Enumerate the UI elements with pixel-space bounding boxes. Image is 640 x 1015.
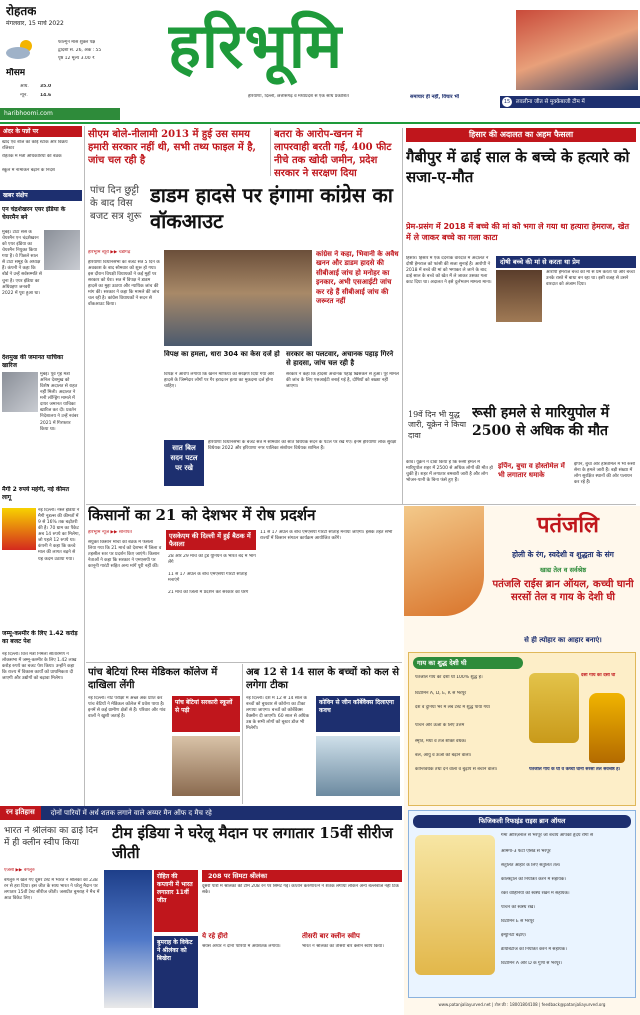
- panchang-1: फाल्गुन मास शुक्ल पक्ष: [58, 40, 96, 45]
- ad-photo: [404, 506, 484, 616]
- vacc-photo: [316, 736, 400, 796]
- ad-category: खाद्य तेल व सर्वश्रेष्ठ: [539, 566, 587, 574]
- rice-item-3: संतुलित आहार के लिए संतुलित तेल।: [501, 863, 561, 868]
- ghee-item-4: पाचन और ऊर्जा के लिए उत्तम: [415, 723, 465, 728]
- boxer-photo: [516, 10, 638, 90]
- cricket-kicker: भारत ने श्रीलंका का ढाई दिन में ही क्लीन स्वीप किया: [4, 826, 98, 848]
- vacc-headline: अब 12 से 14 साल के बच्चों को कल से लगेगा टीका: [246, 667, 399, 691]
- top-strip-2: बतरा के आरोप-खनन में लापरवाही बरती गई, 400 फीट नीचे तक खोदी जमीन, प्रदेश सरकार ने सरक्षण दिया: [274, 129, 392, 179]
- rice-item-8: इम्युनिटी बढ़ाए।: [501, 933, 527, 938]
- teaser-page-num: 15: [503, 99, 511, 105]
- russia-body: कीव। यूक्रेन ने दावा किया है कि रूसी हमले में मारियुपोल शहर में 2500 से अधिक लोगों की मौत हो चुकी है। शहर में लगातार बमबारी जारी है और लोग भोजन-पानी के बिना फंसे हुए हैं।: [406, 460, 493, 484]
- bill-box: सात बिल सदन पटल पर रखे: [164, 440, 204, 486]
- right-subhead: प्रेम-प्रसंग में 2018 में बच्चे की मां को भगा ले गया था हत्यारा हेमराज, खेत में ले जाकर बच्चे का गला काटा: [406, 222, 629, 242]
- ticker-text: दोनों पारियों में अर्ध शतक लगाने वाले अय्यर मैन ऑफ द मैच रहे: [50, 809, 212, 817]
- kisan-byline: हरिभूमि न्यूज ▶▶ सोनीपत: [88, 530, 132, 535]
- vacc-body: नई दिल्ली। देश में 12 से 14 साल के बच्चों को बुधवार से कोरोना का टीका लगाया जाएगा। बच्चों को कोर्बेवैक्स वैक्सीन दी जाएगी। 60 साल से अधिक उम्र के सभी लोगों को बूस्टर डोज भी मिलेगी।: [246, 696, 310, 732]
- box1-body: विपक्ष ने आरोप लगाया कि खनन माफिया को संरक्षण दिया गया और हादसे के जिम्मेदार लोगों पर गैर इरादतन हत्या का मुकदमा दर्ज होना चाहिए।: [164, 372, 274, 390]
- slogan: समाचार ही नहीं, विचार भी: [410, 94, 460, 100]
- news2-photo: [2, 372, 38, 412]
- kisan-box-item-1: 28 और 29 मार्च को ट्रेड यूनियन के भारत बंद में भाग लेंगे: [168, 554, 256, 566]
- kisan-right-text: 11 से 17 अप्रैल के बीच एमएसपी गारंटी सप्ताह मनाया जाएगा। इसके तहत सभी राज्यों में किसान संगठन कार्यक्रम आयोजित करेंगे।: [260, 530, 393, 542]
- temp-max: 35.0: [40, 84, 52, 89]
- temp-max-label: अधि.: [20, 84, 29, 89]
- right-bar: हिसार की अदालत का अहम फैसला: [406, 128, 636, 142]
- mustard-caption: पतंजलि गाय के घी व कच्ची घानी सरसों तेल सर्वश्रेष्ठ है।: [529, 767, 621, 772]
- andar-title: अंदर के पन्नों पर: [0, 126, 82, 137]
- website-url[interactable]: haribhoomi.com: [0, 108, 120, 120]
- cricket-body: बेंगलुरु में खेले गए दूसरे टेस्ट में भारत ने श्रीलंका को 238 रन से हरा दिया। इस जीत के साथ भारत ने घरेलू मैदान पर लगातार 15वीं टेस्ट सीरीज जीती। जसप्रीत बुमराह ने मैच में आठ विकेट लिए।: [4, 878, 100, 902]
- ghee-item-6: बल, आयु व ऊर्जा को बढ़ाने वाला।: [415, 753, 472, 758]
- ad-brand: पतंजलि: [537, 512, 599, 538]
- right-headline: गैबीपुर में ढाई साल के बच्चे के हत्यारे को सजा-ए-मौत: [406, 148, 630, 186]
- cricket-mini-body-2: भारत ने श्रीलंका का तीसरी बार क्लीन स्वीप किया।: [302, 944, 384, 949]
- maggi-photo: [2, 508, 36, 550]
- med-body: नई दिल्ली। नीट परीक्षा में अच्छे अंक प्राप्त कर पांच बेटियों ने मेडिकल कॉलेज में प्रवेश पाया है। इनमें से कई ग्रामीण क्षेत्रों से हैं। परिवार और गांव वालों ने खुशी जताई है।: [88, 696, 166, 720]
- ticker-label: रन इतिहास: [0, 806, 41, 820]
- cricket-side-box: रोहित की कप्तानी में भारत लगातार 11वीं जीत: [154, 870, 198, 932]
- panchang-3: पृष्ठ 12 मूल्य 3.00 ₹: [58, 56, 95, 61]
- rice-item-2: ओमेगा-3 फैटी एसिड से भरपूर: [501, 849, 551, 854]
- news1-head: एन चंद्रशेखरन एयर इंडिया के चेयरमैन बने: [2, 206, 66, 221]
- andar-item-1[interactable]: खाद एवं बीज का कोई स्टॉक और विक्रय रजिस्टर: [2, 140, 68, 152]
- teaser-text: लवलीना जीत से मुक्केबाजी टीम में: [515, 99, 585, 105]
- med-photo: [172, 736, 240, 796]
- rice-item-4: कोलेस्ट्रॉल को नियंत्रित करने में सहायक।: [501, 877, 567, 882]
- ghee-jar: [529, 673, 579, 743]
- cloud-sun-icon: [4, 38, 38, 60]
- cricket-photo: [104, 870, 152, 1008]
- main-body: हरियाणा विधानसभा का बजट सत्र 5 दिन के अवकाश के बाद सोमवार को शुरू हो गया। इस दौरान विपक्षी विधायकों ने कई मुद्दों पर सरकार को घेरा। सत्र में विपक्ष ने डाडम हादसे का मुद्दा उठाया और न्यायिक जांच की मांग की। सरकार ने कहा कि मामले की जांच चल रही है। कांग्रेस विधायकों ने सदन से वॉकआउट किया।: [88, 260, 160, 308]
- news1-photo: [44, 230, 80, 270]
- med-box: पांच बेटियां सरकारी स्कूलों से पढ़ी: [172, 696, 240, 732]
- news3-body: नई दिल्ली। नेस्ले इंडिया ने मैगी नूडल्स की कीमतों में 9 से 16% तक बढ़ोतरी की है। 70 ग्राम का पैकेट अब 14 रुपये का मिलेगा, जो पहले 12 रुपये था। कंपनी ने कहा कि कच्चे माल की लागत बढ़ने से यह कदम उठाया गया।: [38, 508, 80, 562]
- tagline: हरियाणा, दिल्ली, छत्तीसगढ़ व मध्यप्रदेश से एक साथ प्रकाशित: [248, 94, 349, 99]
- cricket-mini-bar: 208 पर सिमटा श्रीलंका: [202, 870, 402, 882]
- rice-item-5: रक्त वाहिनियों को स्वस्थ रखने में सहायक।: [501, 891, 570, 896]
- city-name: रोहतक: [6, 4, 37, 18]
- right-box-body: आरोपी हेमराज बच्चे की मां से प्रेम करता था और बच्चा उनके रास्ते में बाधा बन रहा था। इसी वजह से उसने वारदात को अंजाम दिया।: [546, 270, 635, 288]
- rice-item-9: डायबिटीज को नियंत्रित करने में सहायक।: [501, 947, 567, 952]
- ghee-panel: [408, 652, 636, 806]
- kisan-headline: किसानों का 21 को देशभर में रोष प्रदर्शन: [88, 506, 316, 524]
- main-byline: हरिभूमि ब्यूरो ▶▶ चंडीगढ़: [88, 250, 131, 255]
- temp-min-label: न्यून.: [20, 93, 28, 98]
- ghee-pack-label: देसी गाय का देसी घी: [581, 673, 616, 678]
- teaser-bar: [500, 96, 640, 108]
- andar-item-3[interactable]: स्कूल में नामांकन बढ़ाने के निर्देश: [2, 168, 55, 173]
- main-headline: डाडम हादसे पर हंगामा कांग्रेस का वॉकआउट: [150, 183, 393, 233]
- rice-item-7: विटामिन E से भरपूर: [501, 919, 535, 924]
- main-kicker: पांच दिन छुट्टी के बाद विस बजट सत्र शुरू: [90, 185, 142, 222]
- khabar-title: खबर संक्षेप: [0, 190, 82, 201]
- top-strip-1: सीएम बोले-नीलामी 2013 में हुई उस समय हमारी सरकार नहीं थी, सभी तथ्य फाइल में है, जांच चल रही है: [88, 129, 257, 166]
- ghee-item-2: विटामिन A, D, E, K से भरपूर: [415, 691, 467, 696]
- ad-greeting: होली के रंग, स्वदेशी व शुद्धता के संग: [512, 550, 614, 559]
- rice-panel: [408, 810, 636, 998]
- right-body: हिसार। हिसार में एक दर्दनाक वारदात में अदालत ने दोषी हेमराज को फांसी की सजा सुनाई है। आरोपी ने 2018 में बच्चे की मां को भगाकर ले जाने के बाद ढाई साल के बच्चे को खेत में ले जाकर उसका गला काट दिया था। अदालत ने इसे दुर्लभतम मामला माना।: [406, 256, 492, 286]
- cricket-ticker: [0, 806, 402, 820]
- rice-item-1: गैमा ओरिज़नॉल से भरपूर जो बचाये आपको हृदय रोगों से: [501, 833, 594, 838]
- vacc-box: कोविन से जीन कॉर्बेवैक्स दिलाएगा कवच: [316, 696, 400, 732]
- ghee-item-3: देश व दुनिया भर में लैब टेस्ट में शुद्ध पाया गया: [415, 705, 490, 710]
- ad-headline: पतंजलि राईस ब्रान ऑयल, कच्ची घानी सरसों तेल व गाय के देशी घी: [492, 579, 634, 603]
- box2-body: सरकार ने कहा कि हादसा अचानक पहाड़ खिसकने से हुआ। पूरे मामले की जांच के लिए एसआईटी बनाई गई है, दोषियों को बख्शा नहीं जाएगा।: [286, 372, 399, 390]
- med-headline: पांच बेटियां रिम्स मेडिकल कॉलेज में दाखिला लेंगी: [88, 667, 218, 691]
- logo: हरिभूमि: [168, 9, 344, 82]
- news3-head: मैगी 2 रुपये महंगी, नई कीमत लागू: [2, 486, 70, 501]
- box2-head: सरकार का पलटवार, अचानक पहाड़ गिरने से हादसा, जांच चल रही है: [286, 350, 394, 368]
- kisan-box-item-3: 21 मार्च को जिलों में प्रदर्शन कर सरकार को घेरेंगे: [168, 590, 249, 595]
- ghee-item-7: कान्तिवर्धक तथा देने वाला व बुढ़ापे से बचाने वाला।: [415, 767, 498, 772]
- ad-footer[interactable]: www.patanjaliayurved.net | टोल फ्री : 18001804108 | feedback@patanjaliayurved.org: [438, 1002, 606, 1007]
- news1-body: मुंबई। टाटा संस के चेयरमैन एन चंद्रशेखरन को एयर इंडिया का चेयरमैन नियुक्त किया गया है। वे पिछले साल से टाटा समूह के अध्यक्ष हैं। कंपनी ने कहा कि बोर्ड ने उन्हें सर्वसम्मति से चुना है। एयर इंडिया का अधिग्रहण जनवरी 2022 में पूरा हुआ था।: [2, 230, 42, 296]
- rice-item-6: पाचन को स्वस्थ रखे।: [501, 905, 536, 910]
- news2-head: देशमुख की जमानत याचिका खारिज: [2, 354, 64, 369]
- cricket-mini-body-1: श्रेयस अय्यर ने दोनों पारियों में अर्धशतक लगाया।: [202, 944, 281, 949]
- rice-item-10: विटामिन A और D के गुणों से भरपूर।: [501, 961, 563, 966]
- kisan-box-head: एसकेएम की दिल्ली में हुई बैठक में फैसला: [166, 530, 256, 550]
- mustard-bottle: [589, 693, 625, 763]
- cricket-side-box-2: बुमराह के विकेट ने श्रीलंका को बिखेरा: [154, 936, 198, 1008]
- ghee-item-5: स्मृति, मेधा व तेज शक्ति वर्धक।: [415, 739, 467, 744]
- patanjali-ad: [404, 506, 640, 1015]
- kisan-body: संयुक्त किसान मोर्चा की बैठक में फैसला लिया गया कि 21 मार्च को देशभर में जिला व तहसील स्तर पर प्रदर्शन किए जाएंगे। किसान नेताओं ने कहा कि सरकार ने एमएसपी पर कानूनी गारंटी सहित अन्य मांगें पूरी नहीं कीं।: [88, 540, 162, 570]
- ad-sub: से ही त्योहार का आहार बनाएं।: [524, 636, 602, 644]
- main-caption: कांग्रेस ने कहा, भिवानी के अवैध खनन और डाडम हादसे की सीबीआई जांच हो मनोहर का इनकार, अभी एसआईटी जांच कर रहे हैं सीबीआई जांच की जरूरत नहीं: [316, 250, 399, 306]
- rice-oil-bottles: [415, 835, 495, 975]
- bill-text: हरियाणा विधानसभा के बजट सत्र में सोमवार को सात विधेयक सदन के पटल पर रखे गए। इनमें हरियाणा लोक सुरक्षा विधेयक 2022 और हरियाणा नगर पालिका संशोधन विधेयक शामिल हैं।: [208, 440, 397, 452]
- russia-kicker: 19वें दिन भी युद्ध जारी, यूक्रेन ने किया दावा: [408, 410, 467, 440]
- ghee-item-1: पतंजलि गाय का देशी घी 100% शुद्ध है।: [415, 675, 483, 680]
- right-box-head: दोषी बच्चे की मां से करता था प्रेम: [496, 256, 636, 268]
- temp-min: 14.6: [40, 93, 52, 98]
- cricket-mini-head-1: ये रहे हीरो: [202, 932, 228, 940]
- cricket-byline: एजेंसी ▶▶ बेंगलुरु: [4, 868, 35, 873]
- news2-body: मुंबई। पूर्व गृह मंत्री अनिल देशमुख को विशेष अदालत से राहत नहीं मिली। अदालत ने मनी लॉन्ड्रिंग मामले में दायर जमानत याचिका खारिज कर दी। प्रवर्तन निदेशालय ने उन्हें नवंबर 2021 में गिरफ्तार किया था।: [40, 372, 79, 432]
- russia-sub-head: इर्पिन, बुचा व होस्तोमेल में भी लगातार धमाके: [498, 462, 565, 480]
- ghee-title: गाय का शुद्ध देशी घी: [413, 657, 523, 669]
- andar-item-2[interactable]: रोहतक में मंत्री अधिकारियों की बैठक: [2, 154, 62, 159]
- weather-label: मौसम: [6, 68, 26, 78]
- masthead: [0, 0, 640, 125]
- panchang-2: द्वादशी सं. 26, अंक : 55: [58, 48, 102, 53]
- box1-head: विपक्ष का हमला, धारा 304 का केस दर्ज हो: [164, 350, 280, 358]
- news4-body: नई दिल्ली। वित्त मंत्री निर्मला सीतारमण ने लोकसभा में जम्मू-कश्मीर के लिए 1.42 लाख करोड़ रुपये का बजट पेश किया। उन्होंने कहा कि राज्य में विकास कार्यों को प्राथमिकता दी जाएगी और उद्योगों को बढ़ावा मिलेगा।: [2, 652, 77, 682]
- date-line: मंगलवार, 15 मार्च 2022: [6, 20, 64, 27]
- russia-headline: रूसी हमले से मारियुपोल में 2500 से अधिक की मौत: [472, 405, 610, 440]
- cricket-mini-head-2: तीसरी बार क्लीन स्वीप: [302, 932, 360, 940]
- kisan-box-item-2: 11 से 17 अप्रैल के बीच एमएसपी गारंटी सप्ताह मनाएंगे: [168, 572, 247, 584]
- court-photo: [496, 270, 542, 322]
- news4-head: जम्मू-कश्मीर के लिए 1.42 करोड़ का बजट पेश: [2, 630, 78, 645]
- rice-title: फिजिकली रिफाइंड राइस ब्रान ऑयल: [413, 815, 631, 828]
- cricket-headline: टीम इंडिया ने घरेलू मैदान पर लगातार 15वीं सीरीज जीती: [112, 824, 393, 862]
- russia-sub-body: इर्पिन, बुचा और होस्तोमेल में भी रूसी सेना के हमले जारी हैं। बड़ी संख्या में लोग सुरक्षित स्थानों की ओर पलायन कर रहे हैं।: [574, 462, 635, 486]
- assembly-photo: [164, 250, 312, 346]
- cricket-mini-text: दूसरी पारी में श्रीलंका की टीम 208 रन पर सिमट गई। कप्तान करुणारत्ने ने शतक लगाया लेकिन अन्य बल्लेबाज नहीं टिक सके।: [202, 884, 399, 896]
